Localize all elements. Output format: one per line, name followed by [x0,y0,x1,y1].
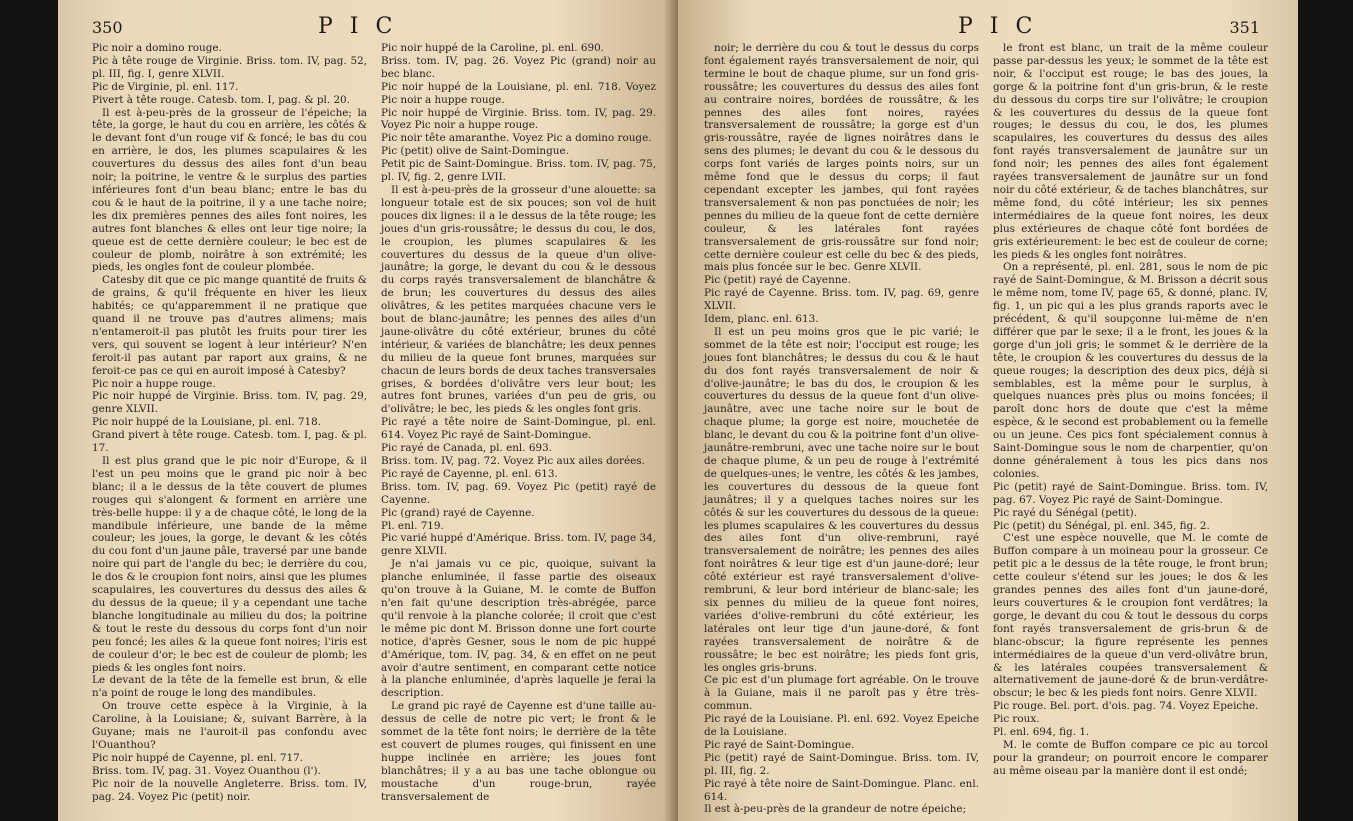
paragraph: Pic (petit) rayé de Saint-Domingue. Briss. tom. IV, pag. 67. Voyez Pic rayé de Saint-Domingue. [993,480,1268,506]
paragraph: Il est plus grand que le pic noir d'Europe, & il l'est un peu moins que le grand pic noir à bec blanc; il a le dessus de la tête couvert de plumes rouges qui s'alongent & forment en arrière une très-belle huppe: il y a de chaque côté, le long de la mandibule inférieure, une bande de la même couleur; les joues, la gorge, le devant & les côtés du cou font d'un jaune pâle, traversé par une bande noire qui part de l'angle du bec; le derrière du cou, le dos & le croupion font noirs, ainsi que les plumes scapulaires, les couvertures du dessus des ailes & du dessus de la queue; il y a cependant une tache blanche longitudinale au milieu du dos; la poitrine & tout le reste du dessous du corps font d'un noir peu foncé; les ailes & la queue font noires; l'iris est de couleur d'or; le bec est de couleur de plomb; les pieds & les ongles font noirs. [92,455,367,674]
paragraph: Pic (petit) rayé de Cayenne. [704,274,851,287]
paragraph: Je n'ai jamais vu ce pic, quoique, suivant la planche enluminée, il fasse partie des oiseaux qu'on trouve à la Guiane, M. le comte de Buffon n'en fait qu'une description très-abrégée, parce qu'il renvoie à la planche colorée; il croit que c'est le même pic dont M. Brisson donne une fort courte notice, d'après Gesner, sous le nom de pic huppé d'Amérique, tom. IV, pag. 34, & en effet on ne peut avoir d'autre sentiment, en comparant cette notice à la planche enluminée, d'après laquelle je ferai la description. [381,558,656,700]
left-columns [92,42,656,802]
paragraph: Pl. enl. 719. [381,519,444,532]
paragraph: Pic rayé de Cayenne. Briss. tom. IV, pag. 69, genre XLVII. [704,287,979,313]
paragraph: Il est à-peu-près de la grandeur de notre épeiche; [704,803,967,816]
left-page [58,0,678,821]
book-spread [58,0,1298,821]
paragraph: Il est à-peu-près de la grosseur d'une alouette: sa longueur totale est de six pouces; son vol de huit pouces dix lignes: il a le dessus de la tête rouge; les joues d'un gris-roussâtre; le dessus du cou, le dos, le croupion, les plumes scapulaires & les couvertures du dessus de la queue d'un olive-jaunâtre; la gorge, le devant du cou & le dessous du corps rayés transversalement de blanchâtre & de brun; les couvertures du dessus des ailes olivâtres, & les petites marquées chacune vers le bout de blanc-jaunâtre; les pennes des ailes d'un jaune-olivâtre du côté extérieur, brunes du côté intérieur, & variées de blanchâtre; les deux pennes du milieu de la queue font brunes, marquées sur chacun de leurs bords de deux taches transversales grises, & bordées d'olivâtre vers leur bout; les autres font brunes, variées d'un peu de gris, ou d'olivâtre; le bec, les pieds & les ongles font gris. [381,183,656,416]
paragraph: Pic noir huppé de la Caroline, pl. enl. 690. [381,42,604,54]
paragraph: Pic rayé de Cayenne, pl. enl. 613. [381,467,558,480]
paragraph: Pic (petit) du Sénégal, pl. enl. 345, fig. 2. [993,519,1210,532]
right-page [678,0,1298,821]
paragraph: Ce pic est d'un plumage fort agréable. On le trouve à la Guiane, mais il ne paroît pas y être très-commun. [704,674,979,713]
paragraph: Pic (petit) olive de Saint-Domingue. [381,145,569,158]
paragraph: Pic rayé de Canada, pl. enl. 693. [381,442,552,455]
paragraph: Pl. enl. 694, fig. 1. [993,726,1090,739]
paragraph: Pic roux. [993,713,1040,726]
paragraph: Pic noir a domino rouge. [92,42,222,54]
paragraph: Pic noir huppé de Virginie. Briss. tom. IV, pag. 29. Voyez Pic noir a huppe rouge. [381,106,656,132]
paragraph: noir; le derrière du cou & tout le dessus du corps font également rayés transversalement de noir, qui termine le bout de chaque plume, sur un fond gris-roussâtre; les couvertures du dessus des ailes font au contraire noires, bordées de roussâtre, & les pennes des ailes font noires, rayées transversalement de roussâtre; la gorge est d'un gris-roussâtre, rayée de lignes noirâtres dans le sens des plumes; le devant du cou & le dessous du corps font variés de larges points noirs, sur un même fond que le dessus du corps; il faut cependant excepter les jambes, qui font rayées transversalement & non pas ponctuées de noir; les pennes du milieu de la queue font de cette dernière couleur, & les latérales font rayées transversalement de gris-roussâtre sur fond noir; cette dernière couleur est celle du bec & des pieds, mais plus foncée sur le bec. Genre XLVII. [704,42,979,274]
paragraph: Pic noir huppé de Cayenne, pl. enl. 717. [92,751,304,764]
paragraph: Petit pic de Saint-Domingue. Briss. tom. IV, pag. 75, pl. IV, fig. 2, genre LVII. [381,158,656,184]
paragraph: Catesby dit que ce pic mange quantité de fruits & de grains, & qu'il fréquente en hiver les lieux habités; ce qu'apparemment il ne pratique que quand il ne trouve pas d'autres alimens; mais n'entameroit-il pas plutôt les fruits pour tirer les vers, qui souvent se logent à leur intérieur? N'en feroit-il pas autant par raport aux grains, & ne feroit-ce pas ce qui en auroit imposé à Catesby? [92,274,367,377]
paragraph: Briss. tom. IV, pag. 72. Voyez Pic aux ailes dorées. [381,455,645,467]
paragraph: On a représenté, pl. enl. 281, sous le nom de pic rayé de Saint-Domingue, & M. Brisson a décrit sous le même nom, tome IV, page 65, & donné, planc. IV, fig. 1, un pic qui a les plus grands raports avec le précédent, & qu'il soupçonne lui-même de n'en différer que par le sexe; il a le front, les joues & la gorge d'un joli gris; le sommet & le derrière de la tête, le croupion & les couvertures du dessus de la queue rouges; la description des deux pics, déjà si semblables, est la même pour le surplus, à quelques nuances près plus ou moins foncées; il paroît donc hors de doute que c'est la même espèce, & le second est probablement ou la femelle ou un jeune. Ces pics font spécialement connus à Saint-Domingue sous le nom de charpentier, qu'on donne généralement à tous les pics dans nos colonies. [993,261,1268,480]
paragraph: Briss. tom. IV, pag. 69. Voyez Pic (petit) rayé de Cayenne. [381,480,656,506]
paragraph: Pic (petit) rayé de Saint-Domingue. Briss. tom. IV, pl. III, fig. 2. [704,751,979,777]
paragraph: Pic noir tête amaranthe. Voyez Pic a domino rouge. [381,132,652,145]
left-column-1 [92,42,367,802]
paragraph: On trouve cette espèce à la Virginie, à la Caroline, à la Louisiane; &, suivant Barrère, à la Guyane; mais ne l'auroit-il pas confondu avec l'Ouanthou? [92,700,367,751]
right-page-number: 351 [1229,18,1260,37]
paragraph: Pivert à tête rouge. Catesb. tom. I, pag. & pl. 20. [92,93,350,106]
paragraph: Pic à tête rouge de Virginie. Briss. tom. IV, pag. 52, pl. III, fig. I, genre XLVII. [92,54,367,80]
left-column-2 [381,42,656,802]
paragraph: Le devant de la tête de la femelle est brun, & elle n'a point de rouge le long des mandibules. [92,674,367,700]
left-page-number: 350 [92,18,123,37]
paragraph: Pic noir huppé de Virginie. Briss. tom. IV, pag. 29, genre XLVII. [92,390,367,416]
right-column-1 [704,42,979,816]
paragraph: Pic rayé a tête noire de Saint-Domingue, pl. enl. 614. Voyez Pic rayé de Saint-Domingue. [381,416,656,442]
paragraph: Le grand pic rayé de Cayenne est d'une taille au-dessus de celle de notre pic vert; le front & le sommet de la tête font noirs; le derrière de la tête est couvert de plumes rouges, qui finissent en une huppe inclinée en arrière; les joues font blanchâtres; il y a au bas une tache oblongue ou moustache d'un rouge-brun, rayée transversalement de [381,700,656,803]
paragraph: M. le comte de Buffon compare ce pic au torcol pour la grandeur; on pourroit encore le comparer au même oiseau par la manière dont il est ondé; [993,738,1268,777]
paragraph: Pic de Virginie, pl. enl. 117. [92,80,239,93]
paragraph: Grand pivert à tête rouge. Catesb. tom. I, pag. & pl. 17. [92,429,367,455]
paragraph: Briss. tom. IV, pag. 31. Voyez Ouanthou (l'). [92,764,321,777]
right-columns [704,42,1268,816]
paragraph: Pic rayé de Saint-Domingue. [704,738,855,751]
paragraph: Briss. tom. IV, pag. 26. Voyez Pic (grand) noir au bec blanc. [381,54,656,80]
paragraph: Pic noir de la nouvelle Angleterre. Briss. tom. IV, pag. 24. Voyez Pic (petit) noir. [92,777,367,803]
paragraph: Pic varié huppé d'Amérique. Briss. tom. IV, page 34, genre XLVII. [381,532,656,558]
paragraph: C'est une espèce nouvelle, que M. le comte de Buffon compare à un moineau pour la grosseur. Ce petit pic a le dessus de la tête rouge, le front brun; cette couleur s'étend sur les joues; le dos & les grandes pennes des ailes font d'un jaune-doré, leurs couvertures & le croupion font verdâtres; la gorge, le devant du cou & tout le dessous du corps font rayés transversalement de gris-brun & de blanc-obscur; la figure représente les pennes intermédiaires de la queue d'un verd-olivâtre brun, & les latérales coupées transversalement & alternativement de jaune-doré & de brun-verdâtre-obscur; le bec & les pieds font noirs. Genre XLVII. [993,532,1268,700]
paragraph: Pic noir a huppe rouge. [92,377,216,390]
paragraph: Il est à-peu-près de la grosseur de l'épeiche; la tête, la gorge, le haut du cou en arrière, les côtés & le devant font d'un rouge vif & foncé; le bas du cou en arrière, le dos, les plumes scapulaires & les couvertures du dessus des ailes font d'un beau noir; la poitrine, le ventre & le surplus des parties inférieures font d'un beau blanc; entre le bas du cou & le haut de la poitrine, il y a une tache noire; les dix premières pennes des ailes font noires, les autres font blanches & elles ont leur tige noire; la queue est de cette dernière couleur; le bec est de couleur de plomb, noirâtre à son extrémité; les pieds, les ongles font de couleur plombée. [92,106,367,274]
paragraph: Pic (grand) rayé de Cayenne. [381,506,535,519]
paragraph: Pic noir huppé de la Louisiane, pl. enl. 718. Voyez Pic noir a huppe rouge. [381,80,656,106]
paragraph: Pic rouge. Bel. port. d'ois. pag. 74. Voyez Epeiche. [993,700,1259,713]
paragraph: Pic rayé du Sénégal (petit). [993,506,1138,519]
paragraph: le front est blanc, un trait de la même couleur passe par-dessus les yeux; le sommet de la tête est noir, & l'occiput est rouge; le bas des joues, la gorge & la poitrine font d'un gris-brun, & le reste du dessous du corps tire sur l'olivâtre; le croupion & les couvertures du dessus de la queue font rouges; le dessus du cou, le dos, les plumes scapulaires, les couvertures du dessus des ailes font rayés transversalement de jaunâtre sur un fond noir; les pennes des ailes font également rayées transversalement de jaunâtre sur un fond noir du côté extérieur, & de taches blanchâtres, sur même fond, du côté intérieur; les six pennes intermédiaires de la queue font noires, les deux plus extérieures de chaque côté font bordées de gris extérieurement: le bec est de couleur de corne; les pieds & les ongles font noirâtres. [993,42,1268,261]
paragraph: Pic rayé à tête noire de Saint-Domingue. Planc. enl. 614. [704,777,979,803]
right-running-head: P I C [958,14,1038,39]
paragraph: Pic noir huppé de la Louisiane, pl. enl. 718. [92,416,321,429]
left-running-head: P I C [318,14,398,39]
paragraph: Pic rayé de la Louisiane. Pl. enl. 692. Voyez Epeiche de la Louisiane. [704,713,979,739]
right-column-2 [993,42,1268,802]
paragraph: Idem, planc. enl. 613. [704,313,819,326]
paragraph: Il est un peu moins gros que le pic varié; le sommet de la tête est noir; l'occiput est rouge; les joues font blanchâtres; le dessus du cou & le haut du dos font rayés transversalement de noir & d'olive-jaunâtre; le bas du dos, le croupion & les couvertures du dessus de la queue font d'un olive-jaunâtre, avec une tache noire sur le bout de chaque plume; la gorge est noire, mouchetée de blanc, le devant du cou & la poitrine font d'un olive-jaunâtre-rembruni, avec une tache noire sur le bout de chaque plume, & un peu de rouge à l'extrémité de quelques-unes; le ventre, les côtés & les jambes, les couvertures du dessous de la queue font jaunâtres; il y a quelques taches noires sur les côtés & sur les couvertures du dessous de la queue: les plumes scapulaires & les couvertures du dessus des ailes font d'un olive-rembruni, rayé transversalement de noirâtre; les pennes des ailes font noirâtres & leur tige est d'un jaune-doré; leur côté extérieur est rayé transversalement d'olive-rembruni, & leur bord intérieur de blanc-sale; les six pennes du milieu de la queue font noires, variées d'olive-rembruni du côté extérieur, les latérales ont leur tige d'un jaune-doré, & font rayées transversalement de noirâtre & de roussâtre; le bec est noirâtre; les pieds font gris, les ongles gris-bruns. [704,325,979,674]
